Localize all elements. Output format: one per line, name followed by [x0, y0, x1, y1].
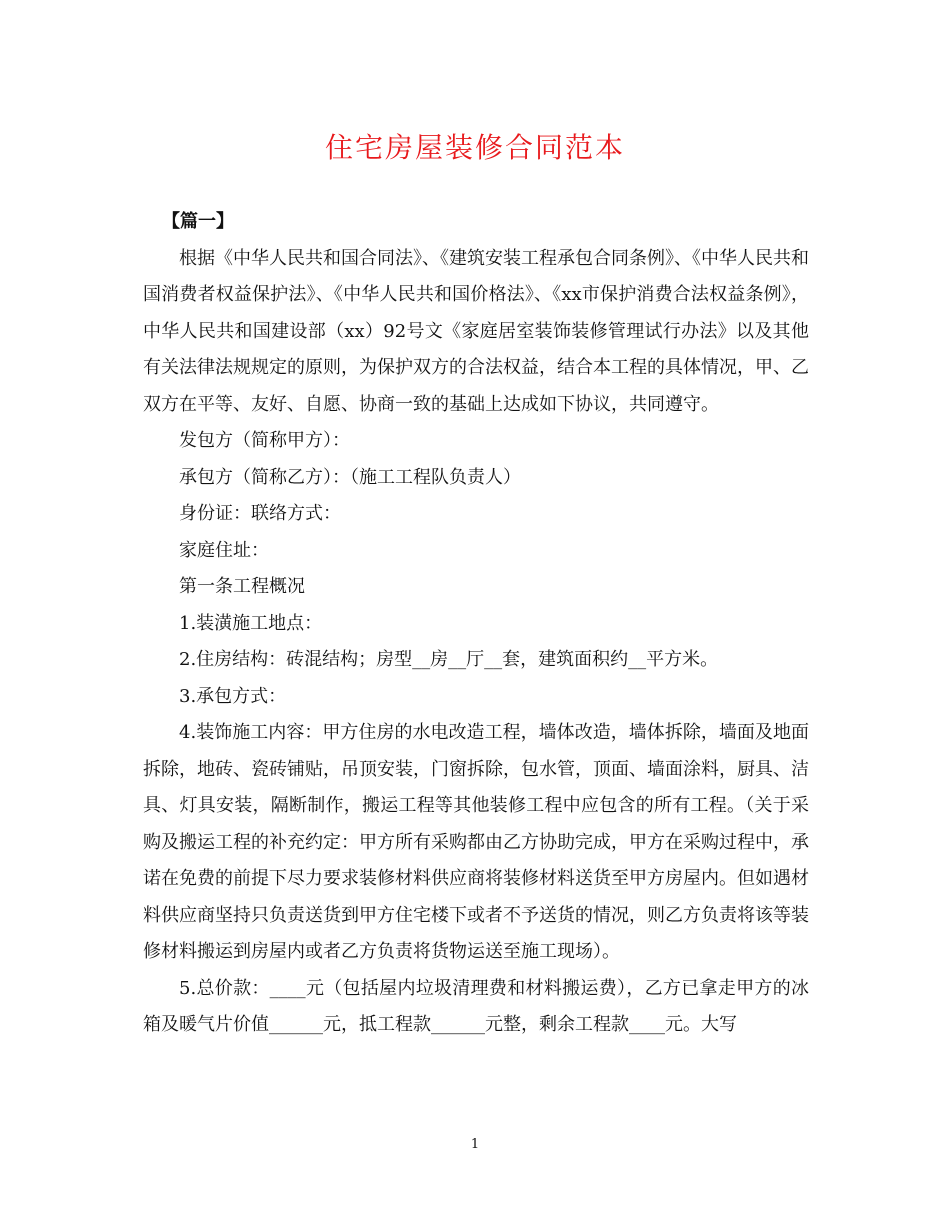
paragraph-item-1: 1.装潢施工地点：	[179, 612, 323, 634]
paragraph-preamble: 根据《中华人民共和国合同法》、《建筑安装工程承包合同条例》、《中华人民共和国消费者权益保护法》、《中华人民共和国价格法》、《xx市保护消费合法权益条例》，中华人民共和国建设部（xx）92号文《家庭居室装饰装修管理试行办法》以及其他有关法律法规规定的原则，为保护双方的合法权益，结合本工程的具体情况，甲、乙双方在平等、友好、自愿、协商一致的基础上达成如下协议，共同遵守。	[143, 247, 809, 415]
document-body	[143, 204, 809, 1044]
paragraph-item-3: 3.承包方式：	[179, 685, 287, 707]
paragraph-article-one: 第一条工程概况	[179, 576, 305, 597]
paragraph-item-2: 2.住房结构：砖混结构；房型__房__厅__套，建筑面积约__平方米。	[179, 649, 719, 670]
paragraph-party-a: 发包方（简称甲方）：	[179, 430, 350, 451]
document-title: 住宅房屋装修合同范本	[324, 131, 625, 164]
page-number: 1	[470, 1137, 480, 1152]
section-label: 【篇一】	[162, 211, 234, 232]
paragraph-item-5: 5.总价款：____元（包括屋内垃圾清理费和材料搬运费），乙方已拿走甲方的冰箱及暖气片价值______元，抵工程款______元整，剩余工程款____元。大写	[143, 977, 809, 1035]
paragraph-id-contact: 身份证：联络方式：	[179, 503, 341, 524]
paragraph-item-4: 4.装饰施工内容：甲方住房的水电改造工程，墙体改造，墙体拆除，墙面及地面拆除，地砖、瓷砖铺贴，吊顶安装，门窗拆除，包水管，顶面、墙面涂料，厨具、洁具、灯具安装，隔断制作，搬运工程等其他装修工程中应包含的所有工程。（关于采购及搬运工程的补充约定：甲方所有采购都由乙方协助完成，甲方在采购过程中，承诺在免费的前提下尽力要求装修材料供应商将装修材料送货至甲方房屋内。但如遇材料供应商坚持只负责送货到甲方住宅楼下或者不予送货的情况，则乙方负责将该等装修材料搬运到房屋内或者乙方负责将货物运送至施工现场）。	[143, 722, 809, 962]
paragraph-party-b: 承包方（简称乙方）：（施工工程队负责人）	[179, 466, 521, 488]
paragraph-address: 家庭住址：	[179, 539, 269, 561]
